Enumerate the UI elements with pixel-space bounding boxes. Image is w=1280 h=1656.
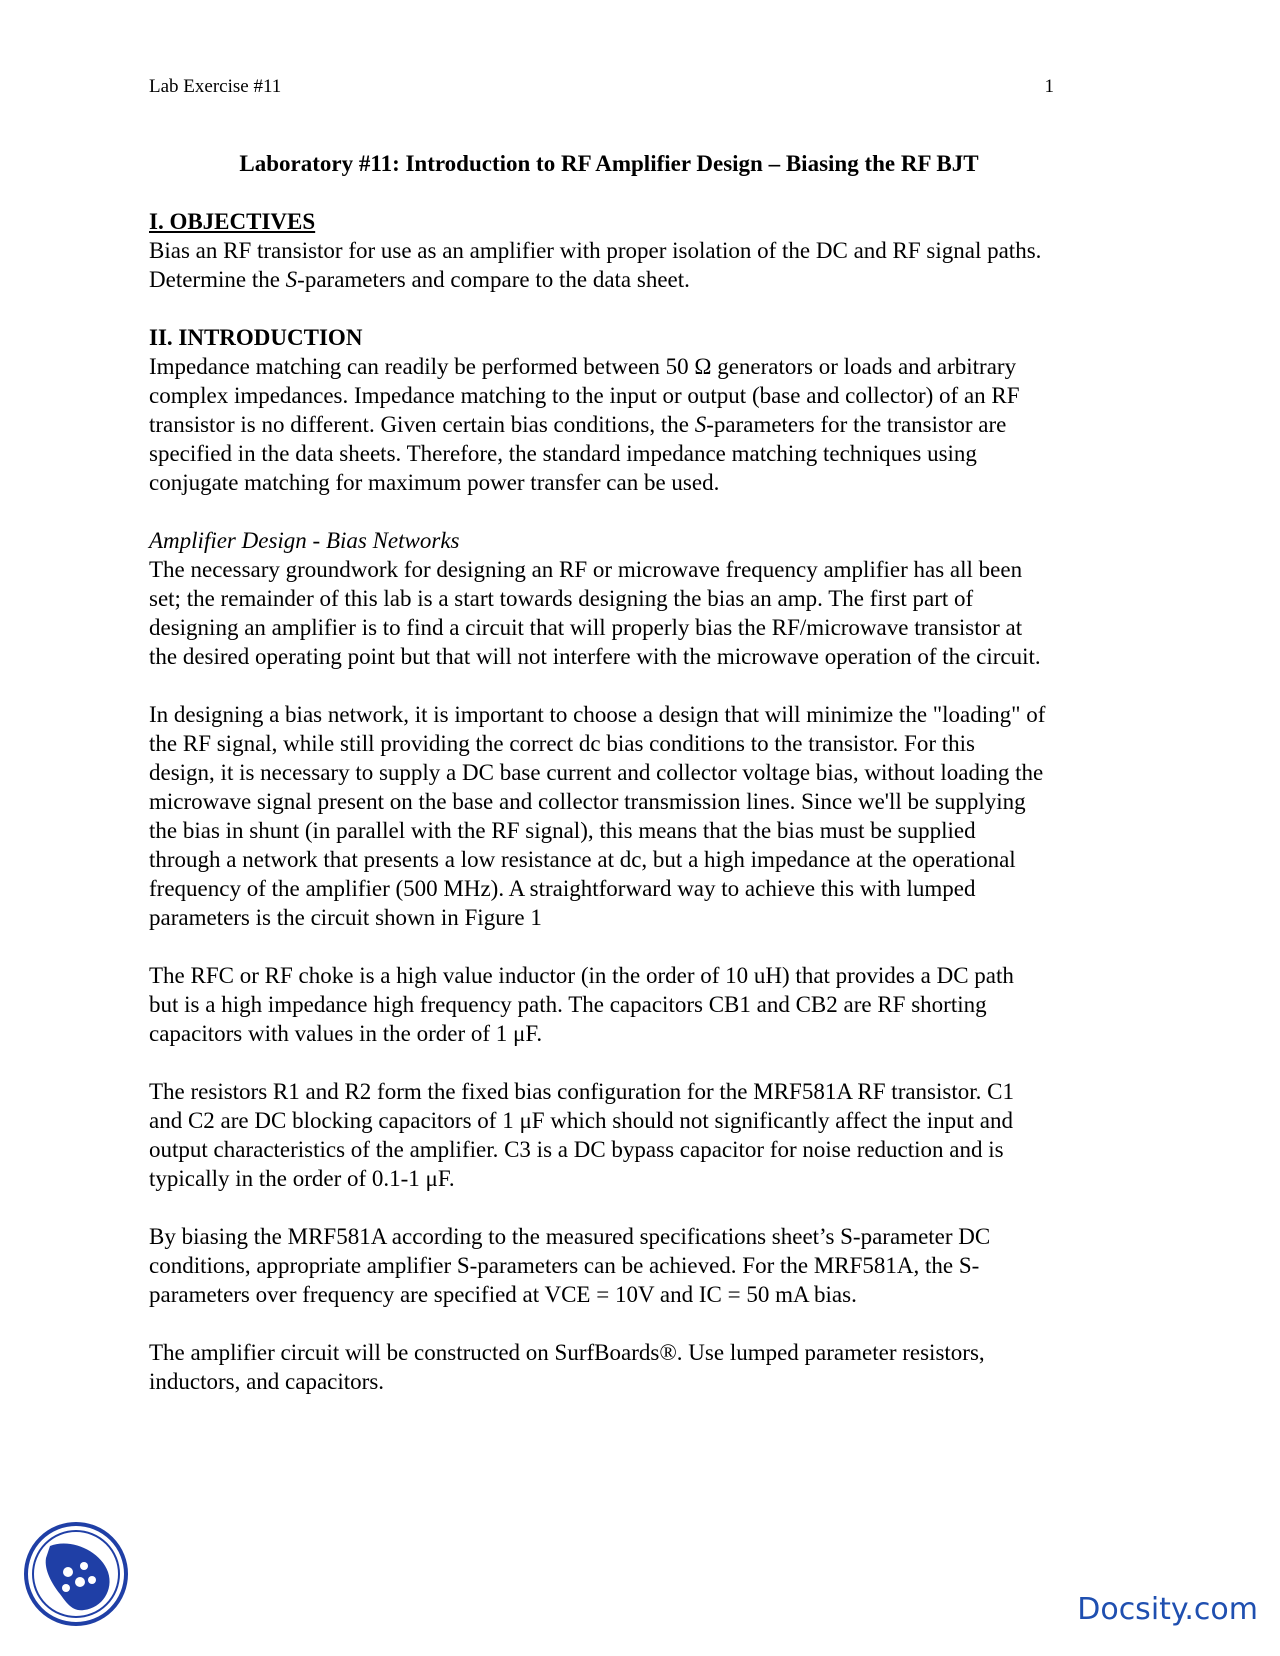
introduction-line: conjugate matching for maximum power transfer can be used. <box>149 470 720 495</box>
paragraph-line: the RF signal, while still providing the correct dc bias conditions to the transistor. For this <box>149 731 975 756</box>
bias-paragraph-2 <box>149 700 1139 932</box>
paragraph-line: typically in the order of 0.1-1 μF. <box>149 1166 455 1191</box>
bias-networks-subheading: Amplifier Design - Bias Networks <box>149 528 460 553</box>
paragraph-line: The resistors R1 and R2 form the fixed bias configuration for the MRF581A RF transistor. C1 <box>149 1079 1014 1104</box>
bias-paragraph-5 <box>149 1222 1139 1309</box>
paragraph-line: The RFC or RF choke is a high value inductor (in the order of 10 uH) that provides a DC path <box>149 963 1014 988</box>
bias-paragraph-6 <box>149 1338 1139 1396</box>
introduction-heading: II. INTRODUCTION <box>149 325 363 350</box>
objectives-paragraph <box>149 236 1139 294</box>
paragraph-line: frequency of the amplifier (500 MHz). A straightforward way to achieve this with lumped <box>149 876 976 901</box>
objectives-heading: I. OBJECTIVES <box>149 209 316 234</box>
paragraph-line: The necessary groundwork for designing an RF or microwave frequency amplifier has all been <box>149 557 1023 582</box>
running-header <box>149 76 1054 98</box>
paragraph-line: the bias in shunt (in parallel with the RF signal), this means that the bias must be supplied <box>149 818 976 843</box>
document-body <box>149 207 1139 1396</box>
paragraph-line: and C2 are DC blocking capacitors of 1 μF which should not significantly affect the input and <box>149 1108 1013 1133</box>
introduction-line: Impedance matching can readily be performed between 50 Ω generators or loads and arbitrary <box>149 354 1017 379</box>
docsity-logo-icon[interactable] <box>22 1520 130 1628</box>
document-title: Laboratory #11: Introduction to RF Amplifier Design – Biasing the RF BJT <box>239 151 979 176</box>
introduction-paragraph <box>149 352 1139 497</box>
paragraph-line: capacitors with values in the order of 1 μF. <box>149 1021 543 1046</box>
page-number: 1 <box>1044 76 1054 97</box>
introduction-line: complex impedances. Impedance matching to the input or output (base and collector) of an RF <box>149 383 1020 408</box>
running-title: Lab Exercise #11 <box>149 76 282 97</box>
bias-paragraph-1 <box>149 555 1139 671</box>
paragraph-line: By biasing the MRF581A according to the measured specifications sheet’s S-parameter DC <box>149 1224 991 1249</box>
objectives-line: Determine the S-parameters and compare to the data sheet. <box>149 267 690 292</box>
objectives-line: Bias an RF transistor for use as an amplifier with proper isolation of the DC and RF signal paths. <box>149 238 1042 263</box>
bias-paragraph-4 <box>149 1077 1139 1193</box>
paragraph-line: output characteristics of the amplifier. C3 is a DC bypass capacitor for noise reduction and is <box>149 1137 1004 1162</box>
paragraph-line: but is a high impedance high frequency path. The capacitors CB1 and CB2 are RF shorting <box>149 992 987 1017</box>
paragraph-line: design, it is necessary to supply a DC base current and collector voltage bias, without loading the <box>149 760 1044 785</box>
paragraph-line: inductors, and capacitors. <box>149 1369 385 1394</box>
paragraph-line: parameters is the circuit shown in Figure 1 <box>149 905 542 930</box>
introduction-line: transistor is no different. Given certain bias conditions, the S-parameters for the transistor are <box>149 412 1007 437</box>
paragraph-line: parameters over frequency are specified at VCE = 10V and IC = 50 mA bias. <box>149 1282 857 1307</box>
paragraph-line: microwave signal present on the base and collector transmission lines. Since we'll be supplying <box>149 789 1026 814</box>
paragraph-line: conditions, appropriate amplifier S-parameters can be achieved. For the MRF581A, the S- <box>149 1253 980 1278</box>
paragraph-line: In designing a bias network, it is important to choose a design that will minimize the "loading" of <box>149 702 1046 727</box>
bias-paragraph-3 <box>149 961 1139 1048</box>
paragraph-line: The amplifier circuit will be constructed on SurfBoards®. Use lumped parameter resistors, <box>149 1340 985 1365</box>
introduction-line: specified in the data sheets. Therefore, the standard impedance matching techniques using <box>149 441 977 466</box>
paragraph-line: through a network that presents a low resistance at dc, but a high impedance at the operational <box>149 847 1016 872</box>
paragraph-line: the desired operating point but that will not interfere with the microwave operation of the circuit. <box>149 644 1041 669</box>
docsity-brand-link[interactable]: Docsity.com <box>1077 1592 1258 1627</box>
paragraph-line: set; the remainder of this lab is a start towards designing the bias an amp. The first part of <box>149 586 974 611</box>
paragraph-line: designing an amplifier is to find a circuit that will properly bias the RF/microwave transistor at <box>149 615 1023 640</box>
